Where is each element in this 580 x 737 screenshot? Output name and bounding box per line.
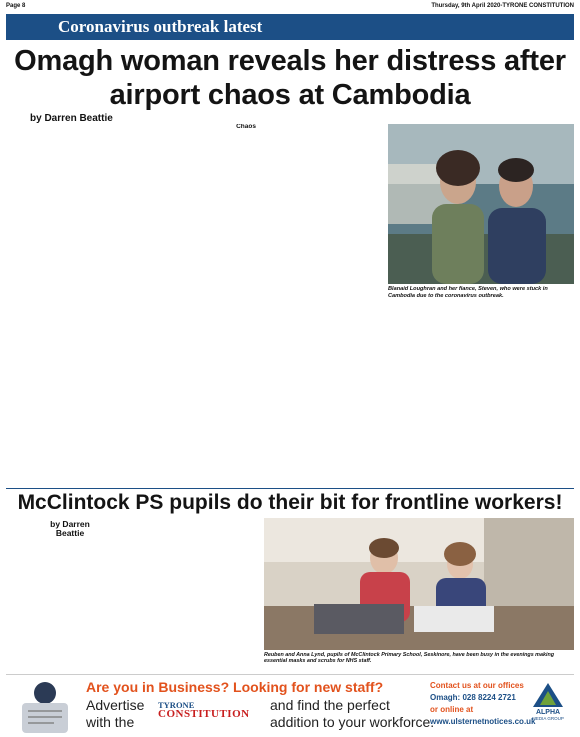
media-group-text: MEDIA GROUP [532,716,564,721]
page-number: Page 8 [6,3,26,9]
contact-phone[interactable]: Omagh: 028 8224 2721 [430,693,516,702]
advert-question: Are you in Business? Looking for new staff? [86,679,384,695]
advert-banner[interactable] [6,674,574,734]
alpha-logo-icon [533,683,563,707]
pupils-photo-image [264,518,574,650]
advert-advertise: Advertise [86,697,145,713]
story-subhead: Chaos [236,124,256,130]
contact-website-link[interactable]: www.ulsternetnotices.co.uk [430,717,536,726]
story2-column-1 [40,539,100,671]
alpha-media-logo [524,683,572,721]
story1-headline: Omagh woman reveals her distress after airport chaos at Cambodia [14,45,566,111]
pupils-photo [264,518,574,650]
couple-photo [388,124,574,284]
page-date: Thursday, 9th April 2020-TYRONE CONSTITUTION [431,3,574,9]
newspaper-reader-icon [10,677,80,735]
advert-find: and find the perfect [270,697,390,713]
section-banner: Coronavirus outbreak latest [6,14,574,40]
advert-with-the: with the [86,714,135,730]
story1-column-5 [484,301,574,485]
section-divider [6,488,574,489]
story1-column-2 [110,124,198,485]
logo-top-text: TYRONE [158,700,195,710]
alpha-text: ALPHA [535,709,561,716]
story1-column-3 [202,124,382,485]
advert-addition: addition to your workforce. [270,714,435,730]
story1-column-1 [30,127,106,485]
story2-headline: McClintock PS pupils do their bit for frontline workers! [17,491,563,514]
logo-main-text: CONSTITUTION [158,708,250,720]
pupils-photo-caption: Reuben and Anna Lynd, pupils of McClintock Primary School, Seskinore, have been busy in the evenings making essential masks and scrubs for NHS staff. [264,652,555,665]
story2-column-2 [104,520,164,671]
tyrone-constitution-logo [158,701,250,719]
story1-byline: by Darren Beattie [30,113,113,124]
couple-photo-image [388,124,574,284]
story2-byline: by Darren Beattie [50,519,90,538]
page-header [6,3,574,14]
contact-online: or online at [430,705,474,714]
story1-column-4 [388,301,480,485]
couple-photo-caption: Blanaid Loughran and her fiance, Steven, who were stuck in Cambodia due to the coronavirus outbreak. [388,286,548,299]
contact-label: Contact us at our offices [430,681,524,690]
